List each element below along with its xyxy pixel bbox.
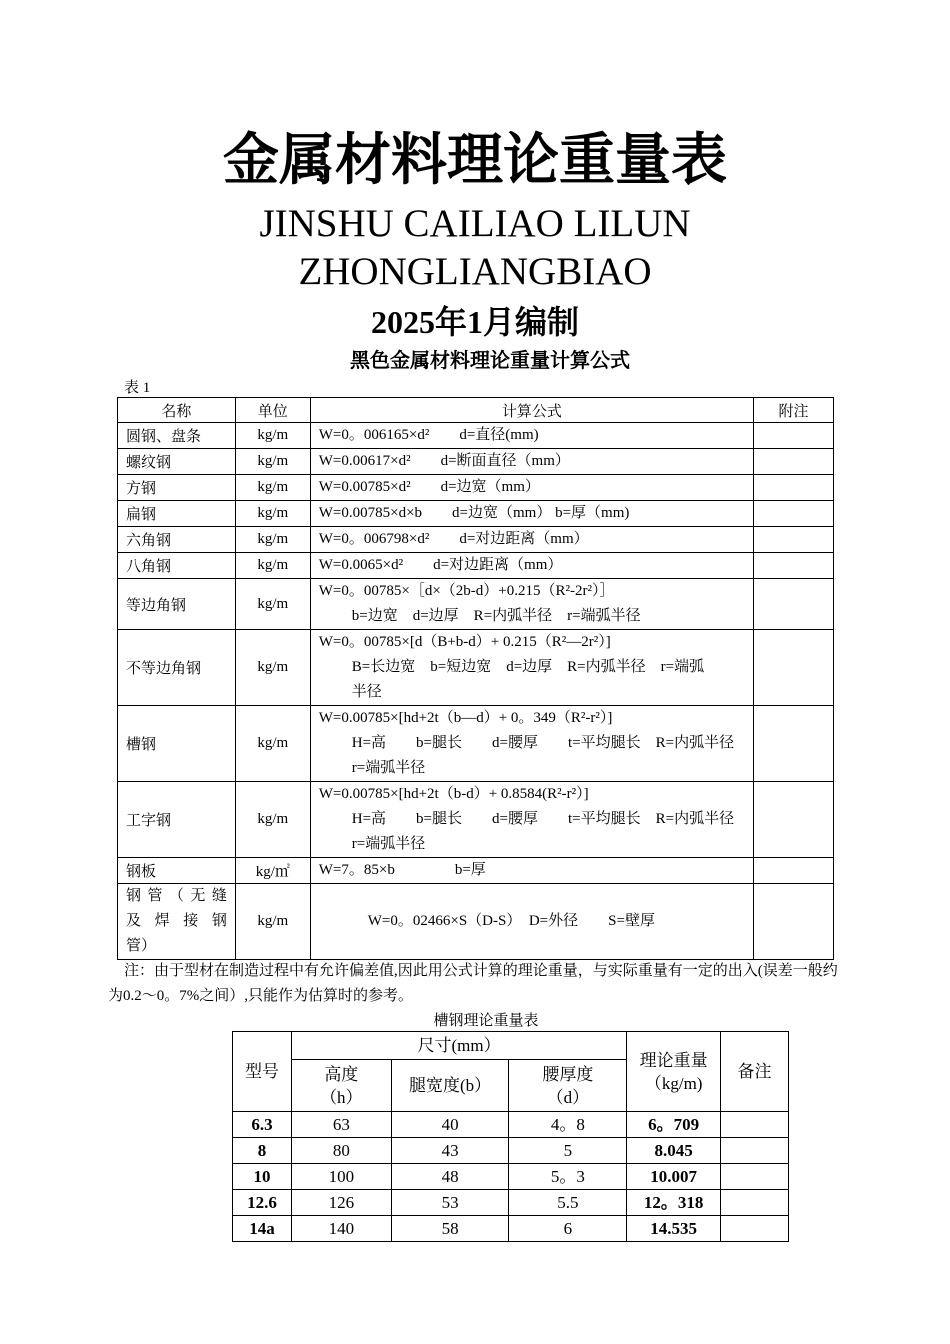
date-month: 1	[467, 304, 483, 340]
unit: kg/m	[235, 782, 310, 858]
header-weight-line1: 理论重量	[639, 1050, 708, 1070]
date-rest: 月编制	[483, 303, 580, 341]
weight-cell: 6。709	[627, 1112, 721, 1138]
formula-variables: B=长边宽 b=短边宽 d=边厚 R=内弧半径 r=端弧	[351, 659, 705, 675]
formula: W=0。006165×d² d=直径(mm)	[310, 423, 753, 449]
formula-line: W=0。00785×[d（B+b-d）+ 0.215（R²—2r²）]	[318, 634, 611, 650]
unit: kg/m	[235, 706, 310, 782]
height-cell: 126	[291, 1190, 391, 1216]
waist-cell: 5	[509, 1138, 627, 1164]
formula-line: W=0.00785×[hd+2t（b—d）+ 0。349（R²-r²）]	[318, 710, 613, 726]
table-row	[233, 1216, 789, 1242]
document-title-pinyin	[0, 200, 950, 296]
material-name: 八角钢	[118, 553, 236, 579]
compile-date	[0, 302, 950, 342]
header-model: 型号	[233, 1032, 292, 1112]
remark	[754, 884, 834, 960]
unit: kg/㎡	[235, 858, 310, 884]
remark	[754, 475, 834, 501]
height-cell: 140	[291, 1216, 391, 1242]
leg-width-cell: 58	[391, 1216, 509, 1242]
header-waist-line2: （d）	[546, 1087, 590, 1107]
unit: kg/m	[235, 527, 310, 553]
header-waist-thickness	[509, 1060, 627, 1112]
material-name: 槽钢	[118, 706, 236, 782]
remark	[754, 423, 834, 449]
formula: W=0.00785×d×b d=边宽（mm） b=厚（mm)	[310, 501, 753, 527]
material-name: 等边角钢	[118, 579, 236, 630]
table-header-row	[118, 398, 834, 423]
note-cell	[721, 1164, 789, 1190]
model-cell: 6.3	[233, 1112, 292, 1138]
unit: kg/m	[235, 423, 310, 449]
material-name: 工字钢	[118, 782, 236, 858]
formula: W=0。006798×d² d=对边距离（mm）	[310, 527, 753, 553]
formula-variables-cont: r=端弧半径	[351, 836, 426, 852]
leg-width-cell: 40	[391, 1112, 509, 1138]
material-name-line: 及焊接钢	[126, 913, 227, 929]
material-name	[118, 884, 236, 960]
table-row	[118, 553, 834, 579]
model-cell: 12.6	[233, 1190, 292, 1216]
formula: W=0.00785×d² d=边宽（mm）	[310, 475, 753, 501]
note-cell	[721, 1138, 789, 1164]
model-cell: 14a	[233, 1216, 292, 1242]
waist-cell: 6	[509, 1216, 627, 1242]
remark	[754, 706, 834, 782]
unit: kg/m	[235, 449, 310, 475]
table-row	[118, 501, 834, 527]
table-row	[118, 782, 834, 858]
table-row	[118, 706, 834, 782]
note-cell	[721, 1190, 789, 1216]
formula	[310, 706, 753, 782]
remark	[754, 782, 834, 858]
weight-cell: 8.045	[627, 1138, 721, 1164]
note-cell	[721, 1216, 789, 1242]
unit: kg/m	[235, 884, 310, 960]
height-cell: 80	[291, 1138, 391, 1164]
formula: W=0.0065×d² d=对边距离（mm）	[310, 553, 753, 579]
formula-line: W=0。00785×［d×（2b-d）+0.215（R²-2r²）］	[318, 583, 615, 599]
remark	[754, 527, 834, 553]
height-cell: 63	[291, 1112, 391, 1138]
table-row	[118, 449, 834, 475]
remark	[754, 858, 834, 884]
leg-width-cell: 48	[391, 1164, 509, 1190]
material-name: 圆钢、盘条	[118, 423, 236, 449]
formula-variables: b=边宽 d=边厚 R=内弧半径 r=端弧半径	[351, 608, 641, 624]
remark	[754, 501, 834, 527]
header-unit: 单位	[235, 398, 310, 423]
model-cell: 8	[233, 1138, 292, 1164]
header-height	[291, 1060, 391, 1112]
document-title: 金属材料理论重量表	[223, 128, 727, 193]
material-name: 扁钢	[118, 501, 236, 527]
material-name: 六角钢	[118, 527, 236, 553]
table-row	[118, 475, 834, 501]
channel-table-title: 槽钢理论重量表	[433, 1013, 539, 1029]
formula	[310, 630, 753, 706]
header-name: 名称	[118, 398, 236, 423]
date-year-char: 年	[434, 303, 467, 341]
material-name-line: 钢管（无缝	[126, 888, 227, 904]
material-name-line: 管）	[126, 938, 157, 954]
waist-cell: 5。3	[509, 1164, 627, 1190]
remark	[754, 449, 834, 475]
header-note: 备注	[721, 1032, 789, 1112]
footnote: 注：由于型材在制造过程中有允许偏差值,因此用公式计算的理论重量，与实际重量有一定的出入(误差一般约为0.2～0。7%之间）,只能作为估算时的参考。	[108, 963, 838, 1004]
table-row	[233, 1164, 789, 1190]
weight-cell: 10.007	[627, 1164, 721, 1190]
unit: kg/m	[235, 475, 310, 501]
formula: W=0.00617×d² d=断面直径（mm）	[310, 449, 753, 475]
table-row	[233, 1138, 789, 1164]
formula	[310, 579, 753, 630]
section-subtitle: 黑色金属材料理论重量计算公式	[350, 348, 630, 372]
table-row	[233, 1190, 789, 1216]
remark	[754, 579, 834, 630]
header-weight	[627, 1032, 721, 1112]
pinyin-line-2: ZHONGLIANGBIAO	[298, 250, 652, 293]
formula-variables-cont: 半径	[351, 684, 382, 700]
header-height-line1: 高度	[324, 1064, 359, 1084]
table-row	[118, 579, 834, 630]
table-row	[118, 884, 834, 960]
formula-variables: H=高 b=腿长 d=腰厚 t=平均腿长 R=内弧半径	[351, 811, 735, 827]
leg-width-cell: 43	[391, 1138, 509, 1164]
height-cell: 100	[291, 1164, 391, 1190]
channel-weight-table	[232, 1031, 789, 1242]
header-leg-width: 腿宽度(b）	[391, 1060, 509, 1112]
remark	[754, 553, 834, 579]
date-year: 2025	[370, 304, 435, 340]
unit: kg/m	[235, 553, 310, 579]
leg-width-cell: 53	[391, 1190, 509, 1216]
formula: W=7。85×b b=厚	[310, 858, 753, 884]
weight-cell: 12。318	[627, 1190, 721, 1216]
formula	[310, 782, 753, 858]
unit: kg/m	[235, 579, 310, 630]
waist-cell: 5.5	[509, 1190, 627, 1216]
formula-line: W=0.00785×[hd+2t（b-d）+ 0.8584(R²-r²）]	[318, 786, 589, 802]
model-cell: 10	[233, 1164, 292, 1190]
table-row	[118, 423, 834, 449]
formula: W=0。02466×S（D-S） D=外径 S=壁厚	[310, 884, 753, 960]
formula-variables-cont: r=端弧半径	[351, 760, 426, 776]
material-name: 螺纹钢	[118, 449, 236, 475]
formula-table	[117, 397, 834, 960]
table-label: 表 1	[124, 380, 151, 396]
remark	[754, 630, 834, 706]
table-row	[118, 630, 834, 706]
formula-variables: H=高 b=腿长 d=腰厚 t=平均腿长 R=内弧半径	[351, 735, 735, 751]
pinyin-line-1: JINSHU CAILIAO LILUN	[259, 202, 691, 245]
header-weight-line2: （kg/m)	[644, 1073, 703, 1093]
unit: kg/m	[235, 630, 310, 706]
header-formula: 计算公式	[310, 398, 753, 423]
table-row	[118, 858, 834, 884]
table-row	[233, 1112, 789, 1138]
header-height-line2: （h）	[320, 1087, 363, 1107]
material-name: 钢板	[118, 858, 236, 884]
table-row	[118, 527, 834, 553]
waist-cell: 4。8	[509, 1112, 627, 1138]
table-header-row	[233, 1032, 789, 1060]
header-waist-line1: 腰厚度	[542, 1064, 594, 1084]
weight-cell: 14.535	[627, 1216, 721, 1242]
header-remark: 附注	[754, 398, 834, 423]
material-name: 方钢	[118, 475, 236, 501]
note-cell	[721, 1112, 789, 1138]
unit: kg/m	[235, 501, 310, 527]
header-size: 尺寸(mm）	[291, 1032, 626, 1060]
material-name: 不等边角钢	[118, 630, 236, 706]
